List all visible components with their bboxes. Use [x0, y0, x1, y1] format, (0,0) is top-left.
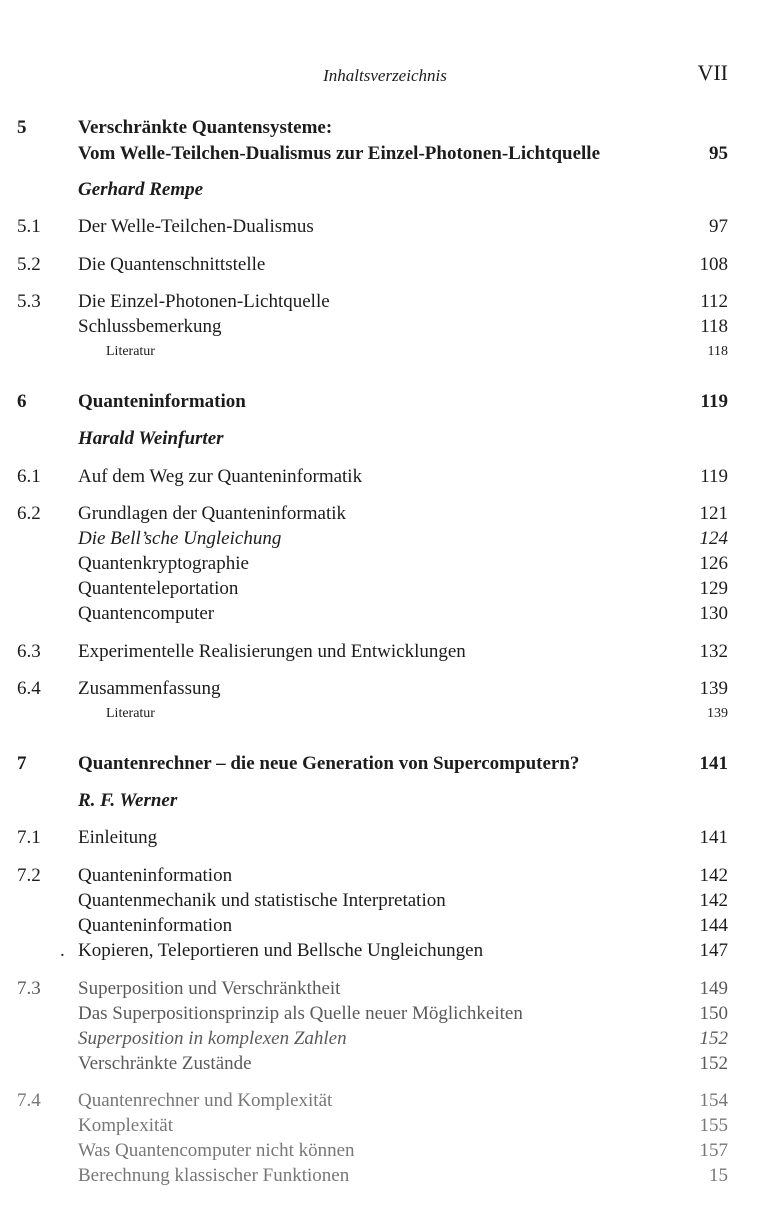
subsection-page: 124: [699, 528, 728, 549]
section-number: 5.1: [17, 216, 41, 237]
subsection-title: Superposition in komplexen Zahlen: [78, 1028, 347, 1049]
literature-page: 139: [707, 706, 728, 721]
chapter-page: 119: [700, 391, 728, 412]
subsection-page: 142: [699, 890, 728, 911]
section-number: 7.3: [17, 978, 41, 999]
author-name: R. F. Werner: [78, 790, 178, 811]
subsection-title: Die Bell’sche Ungleichung: [78, 528, 282, 549]
section-number: 7.4: [17, 1090, 41, 1111]
subsection-title: Was Quantencomputer nicht können: [78, 1140, 355, 1161]
subsection-title: Quantenkryptographie: [78, 553, 249, 574]
section-number: 5.2: [17, 254, 41, 275]
section-number: 6.3: [17, 641, 41, 662]
subsection-page: 155: [699, 1115, 728, 1136]
section-title: Experimentelle Realisierungen und Entwicklungen: [78, 641, 466, 662]
section-title: Grundlagen der Quanteninformatik: [78, 503, 347, 524]
subsection-page: 150: [699, 1003, 728, 1024]
subsection-title: Quanteninformation: [78, 915, 233, 936]
subsection-title: Verschränkte Zustände: [78, 1053, 252, 1074]
chapter-page: 95: [709, 143, 728, 164]
subsection-page: 118: [700, 316, 728, 337]
subsection-page: 157: [699, 1140, 728, 1161]
subsection-title: Berechnung klassischer Funktionen: [78, 1165, 350, 1186]
section-number: 7.1: [17, 827, 41, 848]
running-title: Inhaltsverzeichnis: [323, 66, 447, 85]
author-name: Gerhard Rempe: [78, 179, 204, 200]
chapter-title-line1: Verschränkte Quantensysteme:: [78, 117, 333, 138]
subsection-page: 126: [699, 553, 728, 574]
subsection-title: Kopieren, Teleportieren und Bellsche Ungleichungen: [78, 940, 484, 961]
section-page: 149: [699, 978, 728, 999]
literature-label: Literatur: [106, 344, 155, 359]
section-number: 5.3: [17, 291, 41, 312]
subsection-title: Quantenmechanik und statistische Interpretation: [78, 890, 446, 911]
section-number: 7.2: [17, 865, 41, 886]
section-page: 141: [699, 827, 728, 848]
section-title: Zusammenfassung: [78, 678, 221, 699]
subsection-page: 152: [699, 1028, 728, 1049]
chapter-number: 6: [17, 391, 27, 412]
section-page: 139: [699, 678, 728, 699]
section-page: 119: [700, 466, 728, 487]
author-name: Harald Weinfurter: [78, 428, 224, 449]
section-title: Einleitung: [78, 827, 158, 848]
subsection-page: 15: [709, 1165, 728, 1186]
subsection-title: Quantenteleportation: [78, 578, 239, 599]
section-page: 154: [699, 1090, 728, 1111]
subsection-title: Das Superpositionsprinzip als Quelle neuer Möglichkeiten: [78, 1003, 523, 1024]
page-folio: VII: [697, 60, 728, 85]
subsection-page: 129: [699, 578, 728, 599]
section-title: Quantenrechner und Komplexität: [78, 1090, 333, 1111]
literature-page: 118: [707, 344, 728, 359]
subsection-title: Komplexität: [78, 1115, 173, 1136]
chapter-page: 141: [699, 753, 728, 774]
section-number: 6.2: [17, 503, 41, 524]
stray-dot: .: [60, 940, 65, 961]
chapter-title-line2: Vom Welle-Teilchen-Dualismus zur Einzel-Photonen-Lichtquelle: [78, 143, 600, 164]
section-title: Superposition und Verschränktheit: [78, 978, 341, 999]
subsection-page: 147: [699, 940, 728, 961]
section-page: 121: [699, 503, 728, 524]
section-number: 6.4: [17, 678, 41, 699]
section-title: Die Einzel-Photonen-Lichtquelle: [78, 291, 330, 312]
section-page: 108: [699, 254, 728, 275]
chapter-title: Quantenrechner – die neue Generation von Supercomputern?: [78, 753, 580, 774]
subsection-page: 152: [699, 1053, 728, 1074]
chapter-number: 5: [17, 117, 27, 138]
section-page: 97: [709, 216, 728, 237]
subsection-page: 130: [699, 603, 728, 624]
section-page: 112: [700, 291, 728, 312]
page-header: [0, 60, 770, 90]
section-title: Der Welle-Teilchen-Dualismus: [78, 216, 314, 237]
section-title: Quanteninformation: [78, 865, 233, 886]
section-page: 142: [699, 865, 728, 886]
subsection-title: Schlussbemerkung: [78, 316, 222, 337]
section-page: 132: [699, 641, 728, 662]
section-title: Die Quantenschnittstelle: [78, 254, 266, 275]
literature-label: Literatur: [106, 706, 155, 721]
chapter-title: Quanteninformation: [78, 391, 246, 412]
chapter-number: 7: [17, 753, 27, 774]
subsection-title: Quantencomputer: [78, 603, 215, 624]
section-number: 6.1: [17, 466, 41, 487]
section-title: Auf dem Weg zur Quanteninformatik: [78, 466, 363, 487]
subsection-page: 144: [699, 915, 728, 936]
